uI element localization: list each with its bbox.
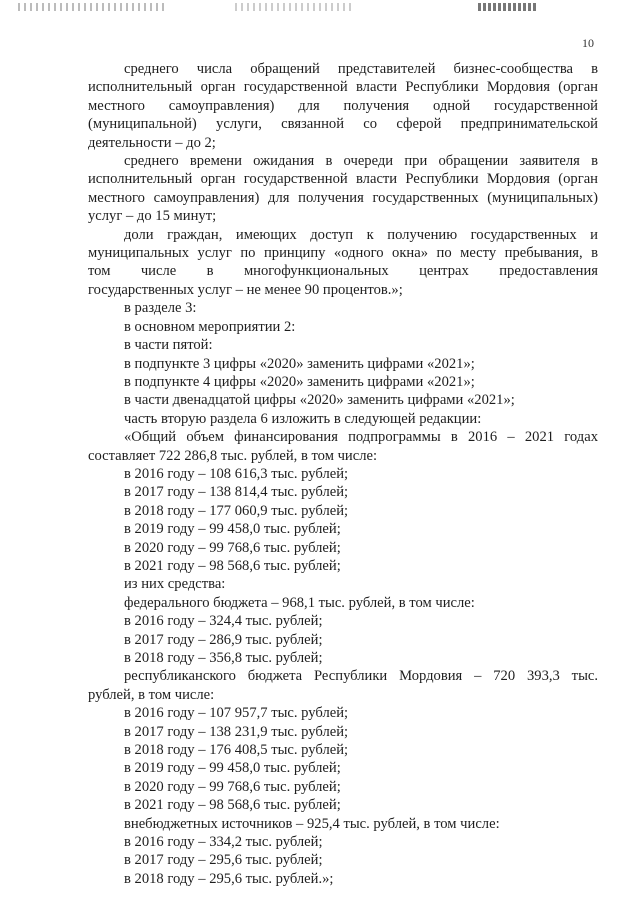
text-line: в 2019 году – 99 458,0 тыс. рублей; [124, 760, 341, 777]
text-line: среднего числа обращений представителей бизнес-сообщества в [124, 61, 598, 77]
text-line: в 2018 году – 295,6 тыс. рублей.»; [124, 870, 334, 887]
text-line: в 2016 году – 324,4 тыс. рублей; [124, 613, 323, 630]
text-line: из них средства: [124, 576, 226, 593]
text-line: в 2016 году – 108 616,3 тыс. рублей; [124, 465, 349, 482]
text-line: местного самоуправления) для получения одной государственной [88, 97, 598, 114]
text-line: республиканского бюджета Республики Мордовия – 720 393,3 тыс. [124, 668, 598, 685]
text-line: услуг – до 15 минут; [88, 208, 217, 225]
text-line: в 2018 году – 176 408,5 тыс. рублей; [124, 742, 349, 759]
text-line: (муниципальной) услуги, связанной со сферой предпринимательской [88, 116, 598, 133]
text-line: в части пятой: [124, 337, 213, 354]
text-line: в 2017 году – 286,9 тыс. рублей; [124, 631, 323, 648]
text-line: в 2016 году – 107 957,7 тыс. рублей; [124, 705, 349, 722]
text-line: составляет 722 286,8 тыс. рублей, в том числе: [88, 447, 378, 464]
text-line: в 2017 году – 138 231,9 тыс. рублей; [124, 723, 349, 740]
text-line: в 2017 году – 138 814,4 тыс. рублей; [124, 484, 349, 501]
text-line: в 2021 году – 98 568,6 тыс. рублей; [124, 557, 341, 574]
text-line: местного самоуправления) для получения государственных (муниципальных) [88, 189, 598, 206]
text-line: в 2019 году – 99 458,0 тыс. рублей; [124, 521, 341, 538]
text-line: рублей, в том числе: [88, 686, 215, 703]
text-line: в 2016 году – 334,2 тыс. рублей; [124, 834, 323, 851]
text-line: в 2018 году – 177 060,9 тыс. рублей; [124, 502, 349, 519]
text-line: в 2021 году – 98 568,6 тыс. рублей; [124, 797, 341, 814]
text-line: исполнительный орган государственной власти Республики Мордовия (орган [88, 79, 598, 96]
text-line: «Общий объем финансирования подпрограммы в 2016 – 2021 годах [124, 429, 598, 446]
document-body [88, 60, 598, 888]
scan-artifact-top-left [18, 3, 168, 11]
text-line: в 2018 году – 356,8 тыс. рублей; [124, 650, 323, 666]
text-line: исполнительный орган государственной власти Республики Мордовия (орган [88, 171, 598, 188]
scan-artifact-top-right [478, 3, 536, 11]
text-line: в разделе 3: [124, 300, 197, 317]
page-number: 10 [582, 36, 594, 50]
text-line: в подпункте 3 цифры «2020» заменить цифрами «2021»; [124, 355, 475, 372]
text-line: государственных услуг – не менее 90 процентов.»; [88, 281, 403, 298]
text-line: в подпункте 4 цифры «2020» заменить цифрами «2021»; [124, 373, 475, 390]
text-line: часть вторую раздела 6 изложить в следующей редакции: [124, 410, 482, 427]
text-line: деятельности – до 2; [88, 134, 216, 151]
text-line: том числе в многофункциональных центрах предоставления [88, 263, 598, 280]
text-line: в 2020 году – 99 768,6 тыс. рублей; [124, 539, 341, 556]
text-line: в 2017 году – 295,6 тыс. рублей; [124, 852, 323, 869]
text-line: доли граждан, имеющих доступ к получению государственных и [124, 226, 598, 243]
text-line: среднего времени ожидания в очереди при обращении заявителя в [124, 153, 598, 170]
text-line: в части двенадцатой цифры «2020» заменить цифрами «2021»; [124, 392, 515, 409]
text-line: федерального бюджета – 968,1 тыс. рублей, в том числе: [124, 594, 475, 611]
text-line: внебюджетных источников – 925,4 тыс. рублей, в том числе: [124, 815, 500, 832]
text-line: муниципальных услуг по принципу «одного окна» по месту пребывания, в [88, 245, 598, 262]
scan-artifact-top-middle [235, 3, 355, 11]
text-line: в 2020 году – 99 768,6 тыс. рублей; [124, 778, 341, 795]
text-line: в основном мероприятии 2: [124, 318, 296, 335]
